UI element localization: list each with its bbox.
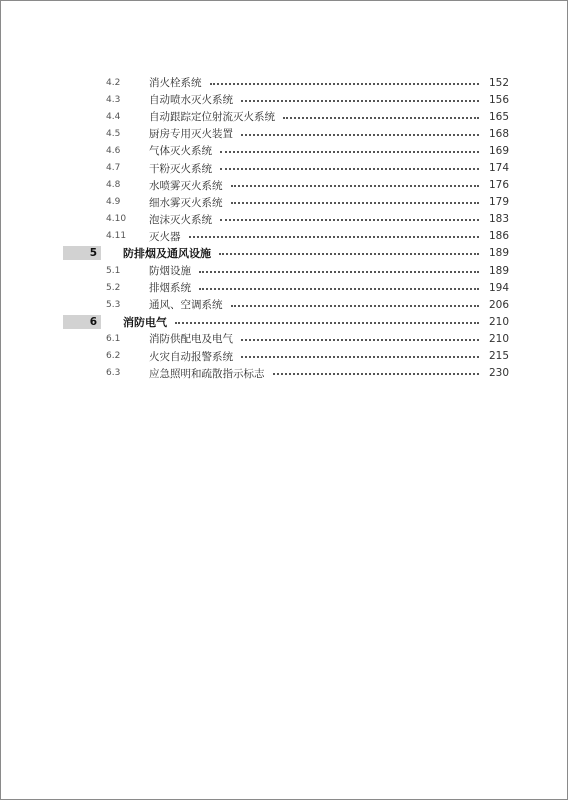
section-number: 4.4 — [106, 111, 121, 122]
section-title: 火灾自动报警系统 — [149, 350, 233, 363]
page-number: 156 — [488, 93, 509, 106]
section-number: 5.3 — [106, 299, 121, 310]
toc-entry-4-4[interactable] — [63, 108, 509, 125]
section-title: 防烟设施 — [149, 265, 191, 278]
dot-leader — [241, 100, 479, 102]
section-number: 4.6 — [106, 145, 121, 156]
section-number: 4.9 — [106, 197, 121, 208]
dot-leader — [199, 271, 479, 273]
dot-leader — [273, 373, 480, 375]
dot-leader — [220, 151, 479, 153]
section-number: 5.1 — [106, 265, 121, 276]
dot-leader — [241, 339, 479, 341]
section-title: 气体灭火系统 — [149, 145, 212, 158]
page-number: 210 — [488, 332, 509, 345]
section-title: 水喷雾灭火系统 — [149, 179, 223, 192]
toc-entry-4-11[interactable] — [63, 228, 509, 245]
toc-entry-5-1[interactable] — [63, 262, 509, 279]
section-title: 消防供配电及电气 — [149, 333, 233, 346]
toc-entry-4-6[interactable] — [63, 142, 509, 159]
dot-leader — [231, 202, 480, 204]
section-title: 消火栓系统 — [149, 77, 202, 90]
toc-entry-5-2[interactable] — [63, 279, 509, 296]
page-number: 165 — [488, 110, 509, 123]
dot-leader — [231, 305, 480, 307]
page-number: 176 — [488, 179, 509, 192]
section-number: 6.3 — [106, 368, 121, 379]
page-number: 189 — [488, 264, 509, 277]
chapter-number-badge: 6 — [63, 315, 101, 329]
toc-entry-6-2[interactable] — [63, 348, 509, 365]
section-title: 厨房专用灭火装置 — [149, 128, 233, 141]
dot-leader — [241, 134, 479, 136]
page-number: 194 — [488, 281, 509, 294]
toc-entry-4-7[interactable] — [63, 159, 509, 176]
section-number: 4.2 — [106, 77, 121, 88]
page-number: 179 — [488, 196, 509, 209]
toc-entry-6-3[interactable] — [63, 365, 509, 382]
page-number: 152 — [488, 76, 509, 89]
toc-entry-4-10[interactable] — [63, 211, 509, 228]
chapter-title: 消防电气 — [123, 315, 167, 329]
page-number: 169 — [488, 144, 509, 157]
dot-leader — [210, 83, 480, 85]
dot-leader — [199, 288, 479, 290]
section-number: 4.10 — [106, 214, 127, 225]
section-title: 通风、空调系统 — [149, 299, 223, 312]
toc-entry-4-3[interactable] — [63, 91, 509, 108]
section-number: 4.5 — [106, 128, 121, 139]
section-title: 灭火器 — [149, 230, 181, 243]
section-number: 6.1 — [106, 333, 121, 344]
page-number: 183 — [488, 213, 509, 226]
page-number: 174 — [488, 162, 509, 175]
dot-leader — [175, 322, 479, 324]
toc-entry-4-2[interactable] — [63, 74, 509, 91]
page-number: 206 — [488, 298, 509, 311]
chapter-number-badge: 5 — [63, 246, 101, 260]
section-title: 应急照明和疏散指示标志 — [149, 367, 265, 380]
dot-leader — [220, 168, 479, 170]
section-title: 干粉灭火系统 — [149, 162, 212, 175]
section-number: 4.8 — [106, 180, 121, 191]
dot-leader — [231, 185, 480, 187]
page-number: 215 — [488, 350, 509, 363]
section-title: 泡沫灭火系统 — [149, 213, 212, 226]
section-number: 4.3 — [106, 94, 121, 105]
toc-entry-4-5[interactable] — [63, 125, 509, 142]
toc-entry-4-9[interactable] — [63, 194, 509, 211]
section-title: 自动跟踪定位射流灭火系统 — [149, 111, 275, 124]
dot-leader — [283, 117, 479, 119]
dot-leader — [189, 236, 480, 238]
page-number: 186 — [488, 230, 509, 243]
page-number: 189 — [488, 247, 509, 260]
section-number: 6.2 — [106, 351, 121, 362]
section-number: 5.2 — [106, 282, 121, 293]
section-number: 4.7 — [106, 163, 121, 174]
toc-entry-5-3[interactable] — [63, 296, 509, 313]
toc-entry-4-8[interactable] — [63, 177, 509, 194]
page-number: 230 — [488, 367, 509, 380]
page-number: 210 — [488, 315, 509, 328]
dot-leader — [219, 253, 479, 255]
toc-entry-6-1[interactable] — [63, 330, 509, 347]
section-number: 4.11 — [106, 231, 127, 242]
section-title: 自动喷水灭火系统 — [149, 94, 233, 107]
toc-chapter-6[interactable] — [63, 313, 509, 330]
chapter-title: 防排烟及通风设施 — [123, 247, 211, 261]
section-title: 排烟系统 — [149, 282, 191, 295]
dot-leader — [241, 356, 479, 358]
page-number: 168 — [488, 127, 509, 140]
dot-leader — [220, 219, 479, 221]
section-title: 细水雾灭火系统 — [149, 196, 223, 209]
table-of-contents — [63, 74, 509, 382]
toc-chapter-5[interactable] — [63, 245, 509, 262]
